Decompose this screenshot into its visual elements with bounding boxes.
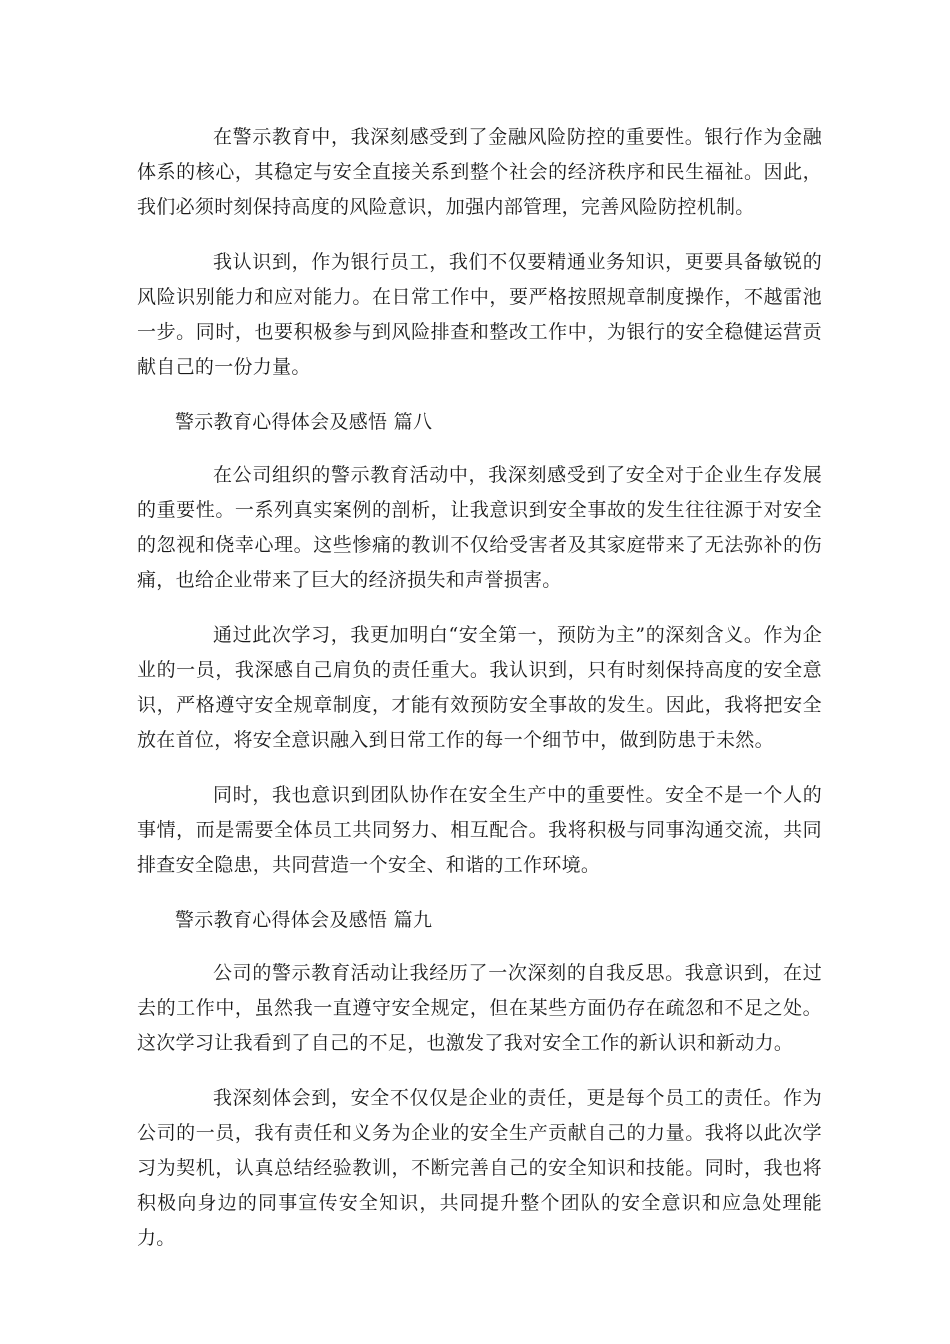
document-page [137,120,822,1276]
paragraph: 在公司组织的警示教育活动中，我深刻感受到了安全对于企业生存发展的重要性。一系列真实案例的剖析，让我意识到安全事故的发生往往源于对安全的忽视和侥幸心理。这些惨痛的教训不仅给受害者及其家庭带来了无法弥补的伤痛，也给企业带来了巨大的经济损失和声誉损害。 [137,464,822,591]
paragraph: 通过此次学习，我更加明白“安全第一，预防为主”的深刻含义。作为企业的一员，我深感自己肩负的责任重大。我认识到，只有时刻保持高度的安全意识，严格遵守安全规章制度，才能有效预防安全事故的发生。因此，我将把安全放在首位，将安全意识融入到日常工作的每一个细节中，做到防患于未然。 [137,624,822,751]
paragraph: 在警示教育中，我深刻感受到了金融风险防控的重要性。银行作为金融体系的核心，其稳定与安全直接关系到整个社会的经济秩序和民生福祉。因此，我们必须时刻保持高度的风险意识，加强内部管理，完善风险防控机制。 [137,126,822,218]
section-heading: 警示教育心得体会及感悟 篇九 [175,909,433,931]
paragraph: 同时，我也意识到团队协作在安全生产中的重要性。安全不是一个人的事情，而是需要全体员工共同努力、相互配合。我将积极与同事沟通交流，共同排查安全隐患，共同营造一个安全、和谐的工作环境。 [137,784,822,876]
paragraph: 公司的警示教育活动让我经历了一次深刻的自我反思。我意识到，在过去的工作中，虽然我一直遵守安全规定，但在某些方面仍存在疏忽和不足之处。这次学习让我看到了自己的不足，也激发了我对安全工作的新认识和新动力。 [137,962,822,1054]
paragraph: 我深刻体会到，安全不仅仅是企业的责任，更是每个员工的责任。作为公司的一员，我有责任和义务为企业的安全生产贡献自己的力量。我将以此次学习为契机，认真总结经验教训，不断完善自己的安全知识和技能。同时，我也将积极向身边的同事宣传安全知识，共同提升整个团队的安全意识和应急处理能力。 [137,1087,822,1249]
section-heading: 警示教育心得体会及感悟 篇八 [175,411,433,433]
paragraph: 我认识到，作为银行员工，我们不仅要精通业务知识，更要具备敏锐的风险识别能力和应对能力。在日常工作中，要严格按照规章制度操作，不越雷池一步。同时，也要积极参与到风险排查和整改工作中，为银行的安全稳健运营贡献自己的一份力量。 [137,251,822,378]
